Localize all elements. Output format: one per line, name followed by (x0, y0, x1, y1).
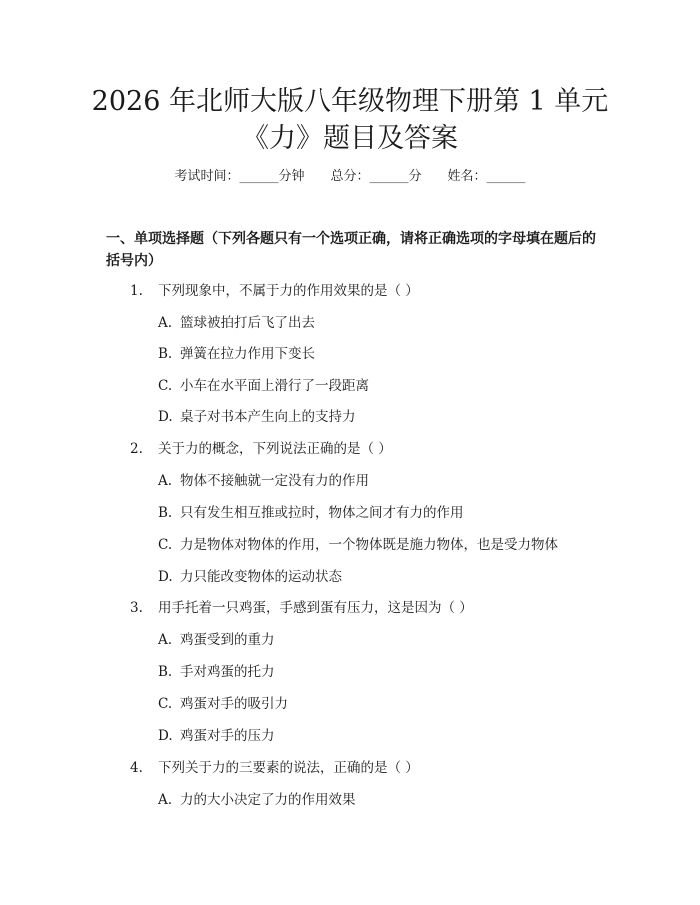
section-heading-line-2: 括号内） (106, 253, 162, 269)
option-text: 鸡蛋受到的重力 (180, 632, 275, 648)
option-text: 鸡蛋对手的吸引力 (180, 696, 288, 712)
question-1-option-d (158, 407, 356, 427)
question-stem: 用手托着一只鸡蛋，手感到蛋有压力，这是因为（ ） (158, 600, 473, 616)
question-stem: 关于力的概念，下列说法正确的是（ ） (158, 441, 392, 457)
option-text: 力只能改变物体的运动状态 (180, 569, 342, 585)
option-letter: C. (158, 378, 173, 394)
option-text: 桌子对书本产生向上的支持力 (180, 409, 356, 425)
question-2-option-a (158, 471, 369, 491)
student-name-label: 姓名：______ (447, 169, 526, 184)
question-3-option-d (158, 726, 275, 746)
question-3-option-c (158, 694, 288, 714)
option-text: 手对鸡蛋的托力 (180, 664, 275, 680)
question-2-option-c (158, 535, 558, 555)
option-text: 力是物体对物体的作用，一个物体既是施力物体，也是受力物体 (180, 537, 558, 553)
question-2-option-b (158, 503, 464, 523)
question-stem: 下列现象中，不属于力的作用效果的是（ ） (158, 283, 419, 299)
option-letter: B. (158, 346, 173, 362)
option-letter: C. (158, 696, 173, 712)
question-3 (130, 598, 473, 618)
question-4-option-a (158, 790, 356, 810)
question-1-option-b (158, 344, 315, 364)
question-3-option-a (158, 630, 275, 650)
exam-time-label: 考试时间：______分钟 (174, 169, 305, 184)
option-letter: D. (158, 728, 173, 744)
option-letter: D. (158, 409, 173, 425)
document-title-line-1: 2026 年北师大版八年级物理下册第 1 单元 (91, 86, 609, 117)
question-number: 1. (130, 283, 143, 299)
option-letter: A. (158, 315, 173, 331)
option-letter: B. (158, 505, 173, 521)
question-2 (130, 439, 392, 459)
option-letter: C. (158, 537, 173, 553)
question-number: 4. (130, 760, 143, 776)
question-1 (130, 281, 419, 301)
document-title-line-2: 《力》题目及答案 (242, 123, 458, 154)
option-text: 力的大小决定了力的作用效果 (180, 792, 356, 808)
option-text: 篮球被拍打后飞了出去 (180, 315, 315, 331)
question-1-option-a (158, 313, 315, 333)
option-letter: D. (158, 569, 173, 585)
question-number: 3. (130, 600, 143, 616)
question-number: 2. (130, 441, 143, 457)
option-letter: A. (158, 792, 173, 808)
option-text: 弹簧在拉力作用下变长 (180, 346, 315, 362)
question-3-option-b (158, 662, 275, 682)
option-letter: A. (158, 632, 173, 648)
question-4 (130, 758, 419, 778)
question-2-option-d (158, 567, 342, 587)
option-text: 只有发生相互推或拉时，物体之间才有力的作用 (180, 505, 464, 521)
question-1-option-c (158, 376, 369, 396)
option-text: 小车在水平面上滑行了一段距离 (180, 378, 369, 394)
section-heading-line-1: 一、单项选择题（下列各题只有一个选项正确，请将正确选项的字母填在题后的 (106, 231, 596, 247)
option-text: 物体不接触就一定没有力的作用 (180, 473, 369, 489)
question-stem: 下列关于力的三要素的说法，正确的是（ ） (158, 760, 419, 776)
option-letter: B. (158, 664, 173, 680)
section-heading (106, 228, 596, 272)
exam-info (0, 167, 700, 187)
option-text: 鸡蛋对手的压力 (180, 728, 275, 744)
option-letter: A. (158, 473, 173, 489)
total-score-label: 总分：______分 (330, 169, 422, 184)
